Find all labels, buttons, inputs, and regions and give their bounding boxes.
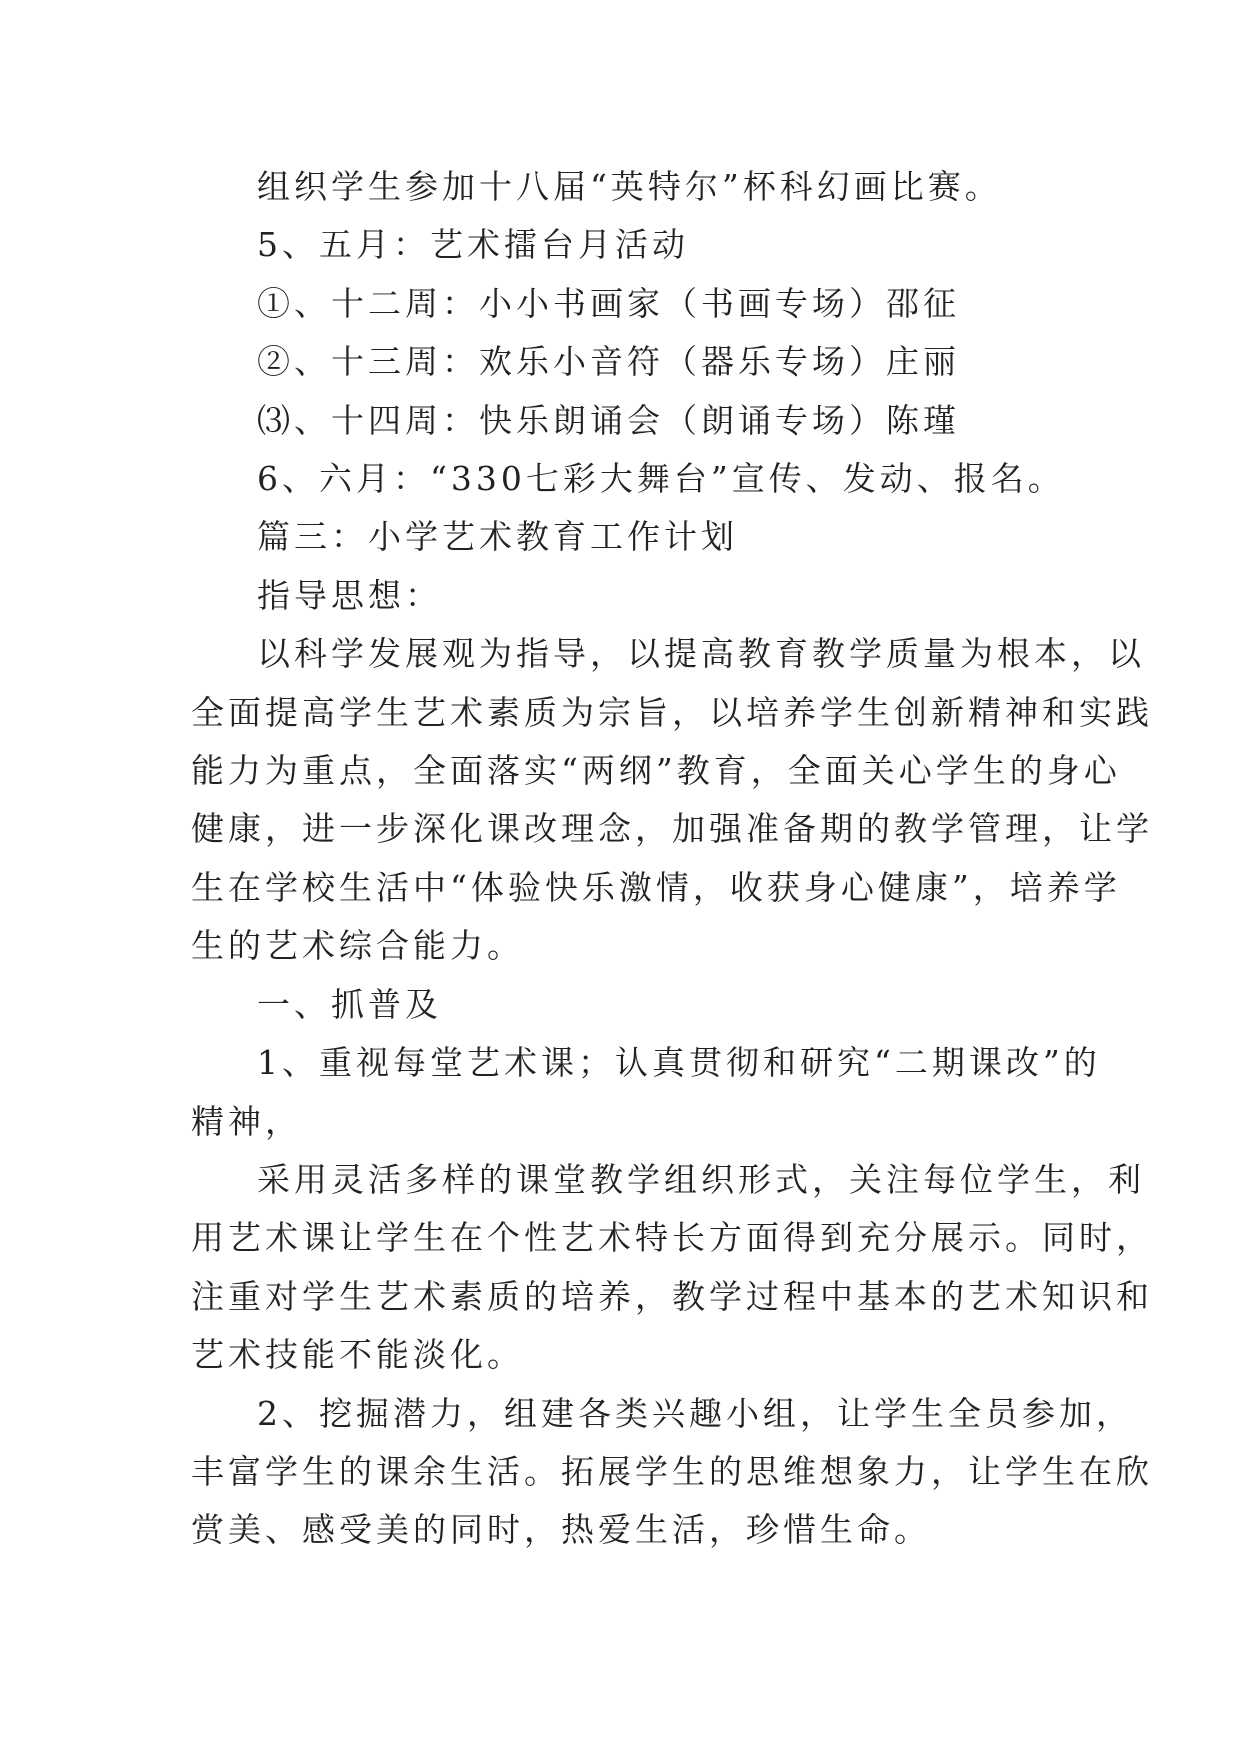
subheading: 一、抓普及: [257, 984, 442, 1024]
subheading: 指导思想：: [257, 575, 442, 615]
text-line: 6、六月：“330七彩大舞台”宣传、发动、报名。: [257, 459, 1065, 499]
text-line: 能力为重点，全面落实“两纲”教育，全面关心学生的身心: [191, 751, 1121, 791]
text-line: ②、十三周：欢乐小音符（器乐专场）庄丽: [257, 342, 960, 382]
text-line: 5、五月：艺术擂台月活动: [257, 225, 689, 265]
text-line: 艺术技能不能淡化。: [191, 1335, 524, 1375]
text-line: 以科学发展观为指导，以提高教育教学质量为根本，以: [257, 634, 1145, 674]
section-heading: 篇三：小学艺术教育工作计划: [257, 517, 738, 557]
text-line: 赏美、感受美的同时，热爱生活，珍惜生命。: [191, 1510, 931, 1550]
text-line: 丰富学生的课余生活。拓展学生的思维想象力，让学生在欣: [191, 1451, 1153, 1491]
text-line: 采用灵活多样的课堂教学组织形式，关注每位学生，利: [257, 1159, 1145, 1199]
text-line: 2、挖掘潜力，组建各类兴趣小组，让学生全员参加，: [257, 1393, 1133, 1433]
text-line: 全面提高学生艺术素质为宗旨，以培养学生创新精神和实践: [191, 692, 1153, 732]
text-line: 生在学校生活中“体验快乐激情，收获身心健康”，培养学: [191, 867, 1121, 907]
text-line: ①、十二周：小小书画家（书画专场）邵征: [257, 283, 960, 323]
text-line: 组织学生参加十八届“英特尔”杯科幻画比赛。: [257, 167, 1002, 206]
document-body: [191, 158, 1153, 1560]
text-line: 健康，进一步深化课改理念，加强准备期的教学管理，让学: [191, 809, 1153, 849]
text-line: 注重对学生艺术素质的培养，教学过程中基本的艺术知识和: [191, 1276, 1153, 1316]
text-line: 精神，: [191, 1101, 302, 1141]
text-line: 1、重视每堂艺术课；认真贯彻和研究“二期课改”的: [257, 1043, 1101, 1083]
text-line: 用艺术课让学生在个性艺术特长方面得到充分展示。同时，: [191, 1218, 1153, 1258]
text-line: ⑶、十四周：快乐朗诵会（朗诵专场）陈瑾: [257, 400, 960, 440]
text-line: 生的艺术综合能力。: [191, 926, 524, 966]
